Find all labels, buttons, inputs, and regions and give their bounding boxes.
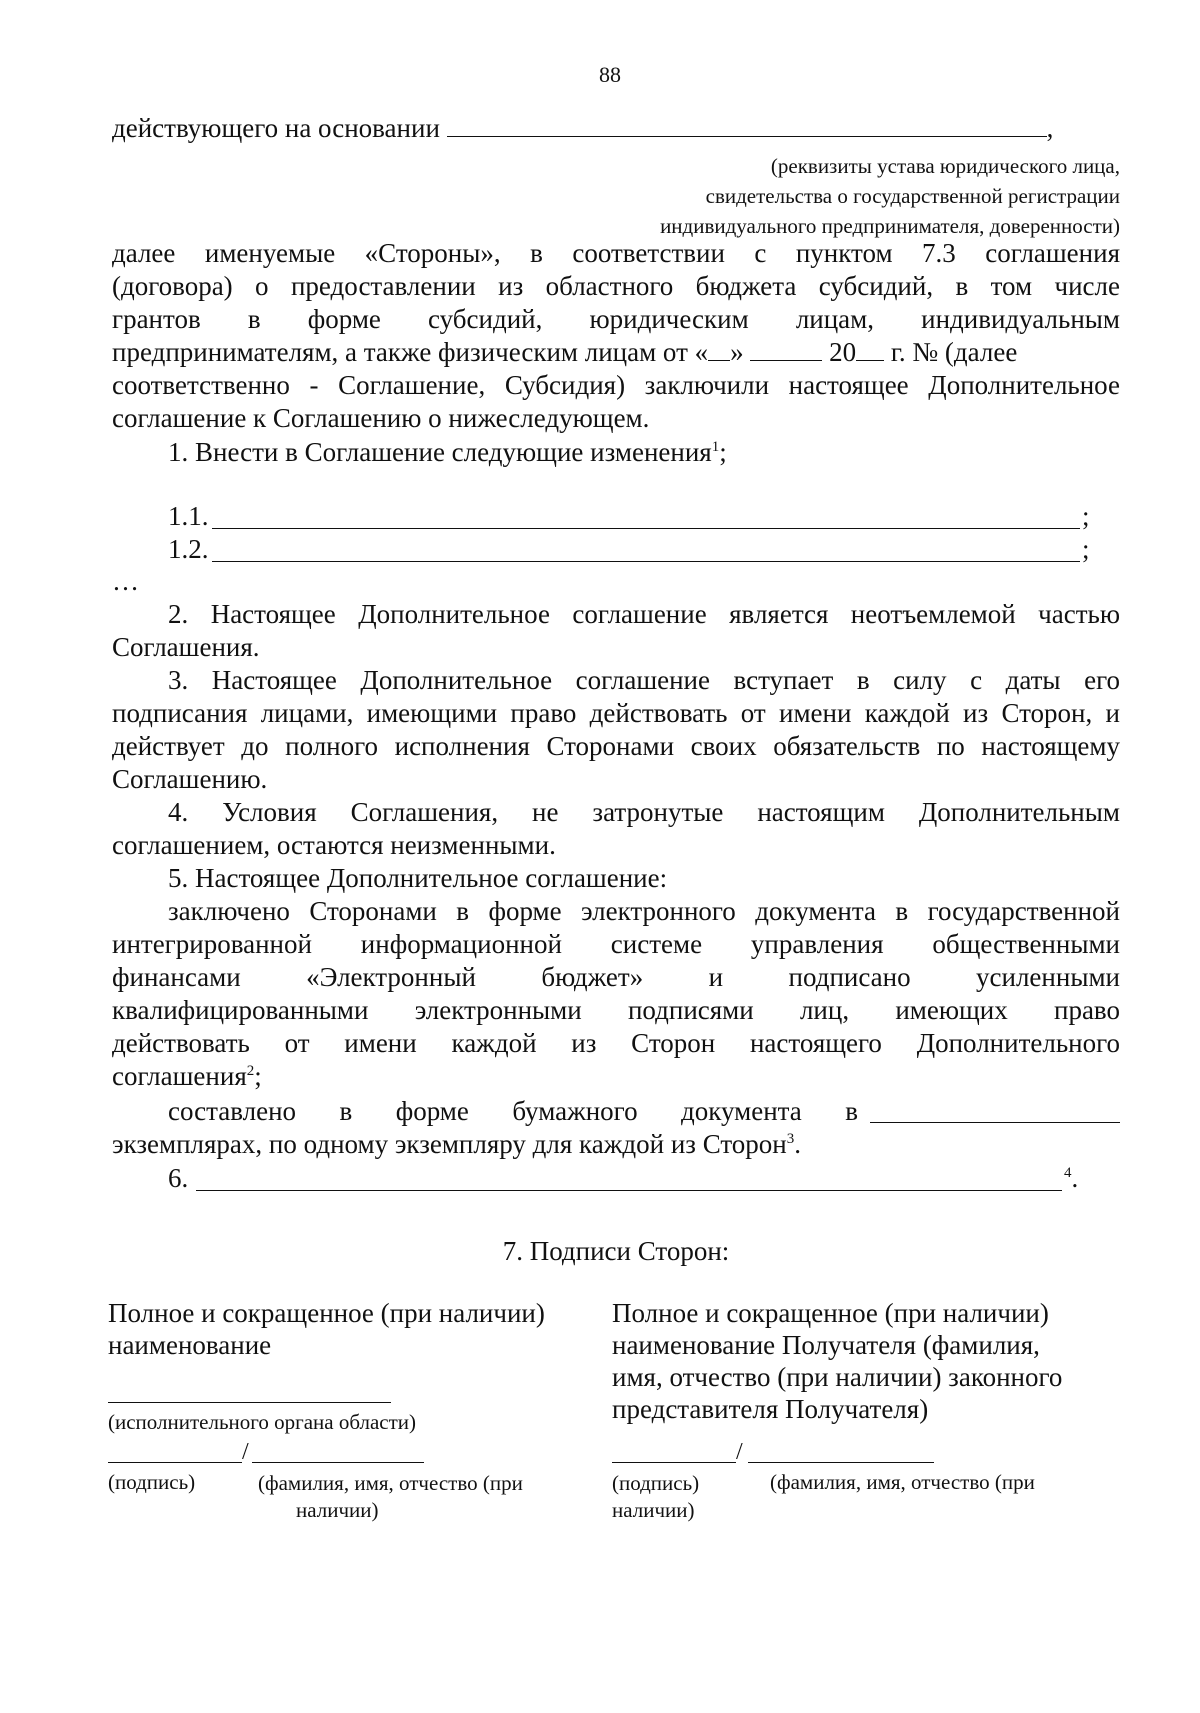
item-1-1-end: ; — [1082, 501, 1090, 531]
item-4-line: соглашением, остаются неизменными. — [112, 830, 556, 860]
item-5-paper-words: составлено в форме бумажного документа в — [168, 1096, 858, 1126]
intro-date-quote: » — [730, 337, 744, 367]
footnote-ref-4: 4 — [1064, 1165, 1072, 1181]
acting-basis-note-line: индивидуального предпринимателя, доверенности) — [660, 214, 1120, 238]
right-name-label: (фамилия, имя, отчество (при — [770, 1470, 1035, 1494]
intro-line: грантов в форме субсидий, юридическим лицам, индивидуальным — [112, 304, 1120, 334]
item-1 — [168, 436, 1118, 469]
right-slash: / — [736, 1439, 743, 1465]
item-5-electronic-semicolon: ; — [254, 1061, 262, 1091]
item-3 — [112, 664, 1120, 796]
item-1-2-blank[interactable] — [212, 561, 1080, 562]
right-signature-blank[interactable] — [612, 1462, 736, 1463]
date-month-blank[interactable] — [750, 360, 822, 361]
item-6-period: . — [1071, 1163, 1079, 1193]
right-name-blank[interactable] — [748, 1462, 934, 1463]
left-signature-blank[interactable] — [108, 1462, 242, 1463]
acting-basis-line — [112, 112, 1112, 145]
intro-line: соответственно - Соглашение, Субсидия) заключили настоящее Дополнительное — [112, 370, 1120, 400]
item-5-paper-line-1 — [168, 1095, 858, 1128]
left-name-label-line: наличии) — [296, 1498, 379, 1522]
signatures-heading: 7. Подписи Сторон: — [502, 1236, 730, 1266]
item-2-line: Соглашения. — [112, 632, 260, 662]
item-5-electronic-line: квалифицированными электронными подписями лиц, имеющих право — [112, 995, 1120, 1025]
right-party-title-line: представителя Получателя) — [612, 1394, 929, 1424]
right-party-title — [612, 1297, 1132, 1425]
item-1-end: ; — [719, 437, 727, 467]
left-slash: / — [242, 1439, 249, 1465]
acting-basis-label: действующего на основании — [112, 113, 440, 143]
item-1-2-label: 1.2. — [168, 534, 209, 564]
left-org-name-blank[interactable] — [108, 1402, 391, 1403]
footnote-ref-3: 3 — [786, 1131, 795, 1147]
right-party-title-line: имя, отчество (при наличии) законного — [612, 1362, 1063, 1392]
acting-basis-note — [560, 151, 1120, 241]
item-5-paper-period: . — [794, 1129, 801, 1159]
item-5-paper-line-2 — [112, 1128, 1120, 1161]
copies-count-blank[interactable] — [870, 1122, 1120, 1123]
item-3-line: действует до полного исполнения Сторонами своих обязательств по настоящему — [112, 731, 1120, 761]
item-4 — [112, 796, 1120, 862]
left-party-title-line: наименование — [108, 1330, 272, 1360]
acting-basis-blank[interactable] — [447, 136, 1047, 137]
item-1-1-blank[interactable] — [212, 528, 1080, 529]
right-sign-label — [612, 1470, 699, 1524]
item-4-line: 4. Условия Соглашения, не затронутые настоящим Дополнительным — [168, 797, 1120, 827]
item-5-electronic-line: действовать от имени каждой из Сторон настоящего Дополнительного — [112, 1028, 1120, 1058]
item-6-label: 6. — [168, 1163, 189, 1193]
left-party-title — [108, 1297, 608, 1361]
date-year-blank[interactable] — [856, 360, 884, 361]
item-5-paper-text: экземплярах, по одному экземпляру для каждой из Сторон — [112, 1129, 787, 1159]
date-day-blank[interactable] — [708, 360, 730, 361]
acting-basis-note-line: свидетельства о государственной регистрации — [705, 184, 1120, 208]
footnote-ref-1: 1 — [711, 439, 720, 455]
item-2 — [112, 598, 1120, 664]
left-name-label — [258, 1470, 588, 1524]
right-sign-label-line: наличии) — [612, 1498, 695, 1522]
left-name-blank[interactable] — [252, 1462, 424, 1463]
intro-date-suffix: г. № (далее — [884, 337, 1018, 367]
footnote-ref-2: 2 — [246, 1063, 255, 1079]
left-name-label-line: (фамилия, имя, отчество (при — [258, 1471, 523, 1495]
item-1-text: 1. Внести в Соглашение следующие изменения — [168, 437, 712, 467]
intro-line: далее именуемые «Стороны», в соответствии с пунктом 7.3 соглашения — [112, 238, 1120, 268]
item-5-heading: 5. Настоящее Дополнительное соглашение: — [168, 863, 668, 893]
item-3-line: подписания лицами, имеющими право действовать от имени каждой из Сторон, и — [112, 698, 1120, 728]
right-sign-label-line: (подпись) — [612, 1471, 700, 1495]
intro-date-prefix: предпринимателям, а также физическим лицам от « — [112, 337, 709, 367]
intro-line-date — [112, 336, 1120, 369]
item-5-electronic-line: интегрированной информационной системе управления общественными — [112, 929, 1120, 959]
left-org-caption: (исполнительного органа области) — [108, 1410, 417, 1434]
item-2-line: 2. Настоящее Дополнительное соглашение является неотъемлемой частью — [168, 599, 1120, 629]
intro-date-year-prefix: 20 — [829, 337, 857, 367]
intro-line: соглашение к Соглашению о нижеследующем. — [112, 403, 650, 433]
item-3-line: 3. Настоящее Дополнительное соглашение вступает в силу с даты его — [168, 665, 1120, 695]
left-party-title-line: Полное и сокращенное (при наличии) — [108, 1298, 545, 1328]
item-5 — [112, 862, 1120, 1093]
ellipsis: … — [112, 566, 139, 596]
left-sign-label: (подпись) — [108, 1470, 196, 1494]
item-6-end — [1064, 1162, 1078, 1195]
acting-basis-comma: , — [1046, 113, 1054, 143]
page-number: 88 — [599, 62, 621, 87]
intro-paragraph — [112, 237, 1120, 435]
acting-basis-note-line: (реквизиты устава юридического лица, — [770, 154, 1120, 178]
item-3-line: Соглашению. — [112, 764, 268, 794]
item-1-1-label: 1.1. — [168, 501, 209, 531]
right-party-title-line: Полное и сокращенное (при наличии) — [612, 1298, 1049, 1328]
right-party-title-line: наименование Получателя (фамилия, — [612, 1330, 1040, 1360]
item-5-electronic-end — [112, 1060, 1120, 1093]
intro-line: (договора) о предоставлении из областного бюджета субсидий, в том числе — [112, 271, 1120, 301]
item-5-electronic-line: финансами «Электронный бюджет» и подписано усиленными — [112, 962, 1120, 992]
item-1-2-end: ; — [1082, 534, 1090, 564]
item-6-blank[interactable] — [196, 1190, 1062, 1191]
item-5-electronic-word: соглашения — [112, 1061, 247, 1091]
item-5-electronic-line: заключено Сторонами в форме электронного документа в государственной — [168, 896, 1120, 926]
